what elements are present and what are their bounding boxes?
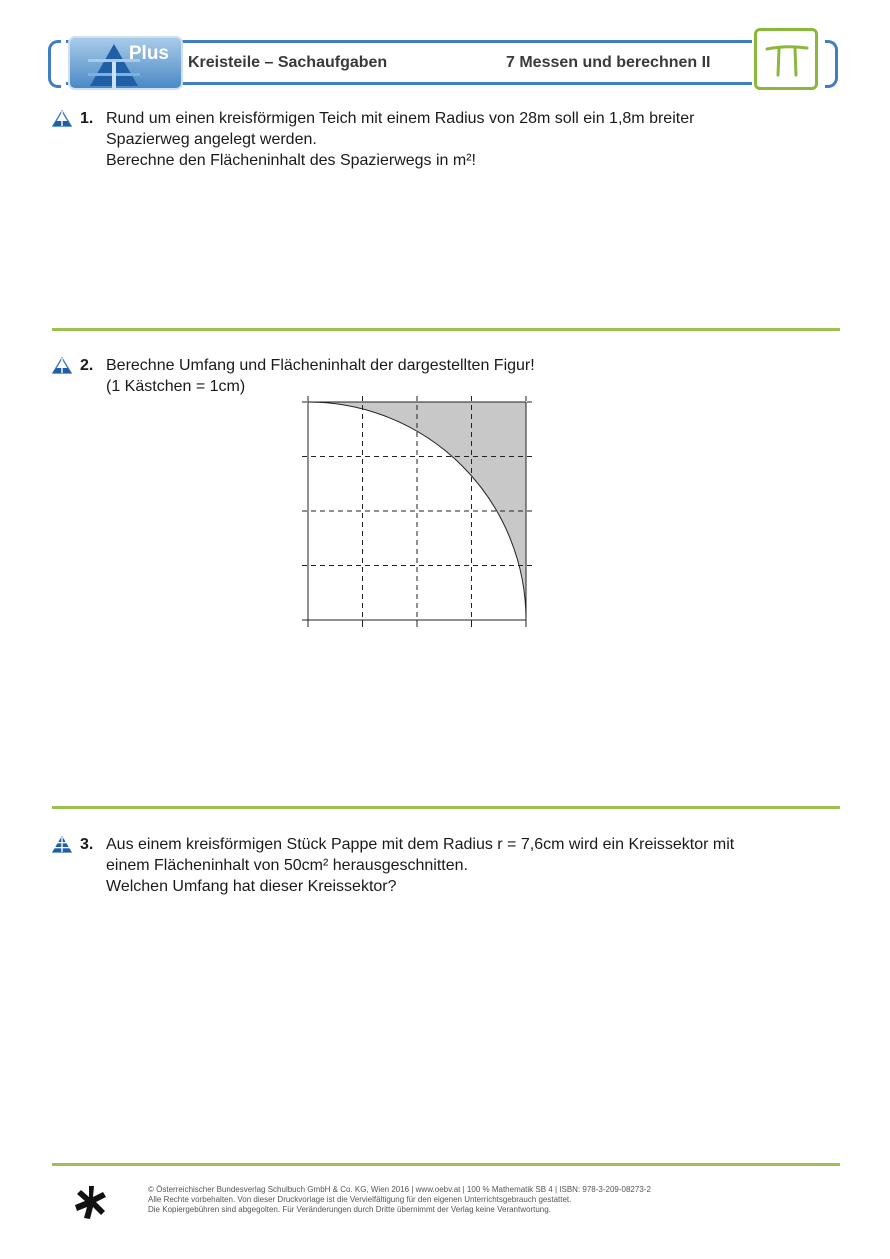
- chapter-title: 7 Messen und berechnen II: [506, 54, 711, 71]
- pi-symbol-box: [754, 28, 818, 90]
- task-line: Rund um einen kreisförmigen Teich mit einem Radius von 28m soll ein 1,8m breiter: [106, 110, 695, 127]
- task-text: [106, 108, 826, 171]
- footer-line: © Österreichischer Bundesverlag Schulbuch GmbH & Co. KG, Wien 2016 | www.oebv.at | 100 % Mathematik SB 4 | ISBN: 978-3-209-08273-2: [148, 1185, 651, 1194]
- task-number: 2.: [80, 357, 94, 374]
- difficulty-level-icon: [52, 110, 72, 127]
- task-line: Berechne Umfang und Flächeninhalt der dargestellten Figur!: [106, 357, 535, 374]
- header-bracket-right: [825, 40, 838, 88]
- footer-line: Alle Rechte vorbehalten. Von dieser Druckvorlage ist die Vervielfältigung für den eigenen Unterrichtsgebrauch gestattet.: [148, 1195, 572, 1204]
- header-bracket-left: [48, 40, 61, 88]
- worksheet-title: Kreisteile – Sachaufgaben: [188, 54, 388, 71]
- footer-legal-text: [148, 1185, 651, 1215]
- task-line: Aus einem kreisförmigen Stück Pappe mit dem Radius r = 7,6cm wird ein Kreissektor mit: [106, 836, 735, 853]
- section-divider: [52, 806, 840, 809]
- task-number: 1.: [80, 110, 94, 127]
- footer-line: Die Kopiergebühren sind abgegolten. Für Veränderungen durch Dritte übernimmt der Verlag keine Verantwortung.: [148, 1205, 551, 1214]
- task-line: Berechne den Flächeninhalt des Spazierwegs in m²!: [106, 152, 476, 169]
- logo-plus-text: Plus: [128, 43, 169, 64]
- task-line: (1 Kästchen = 1cm): [106, 378, 246, 395]
- axis-ticks: [308, 620, 526, 627]
- section-divider: [52, 328, 840, 331]
- page-header: [48, 34, 838, 94]
- footer-divider: [52, 1163, 840, 1166]
- difficulty-level-icon: [52, 836, 72, 853]
- difficulty-level-icon: [52, 357, 72, 374]
- plus-logo: [68, 36, 183, 90]
- task-text: [106, 834, 826, 897]
- task-line: Spazierweg angelegt werden.: [106, 131, 317, 148]
- task-number: 3.: [80, 836, 94, 853]
- publisher-logo-icon: [72, 1184, 110, 1222]
- pi-icon: [763, 37, 811, 83]
- quarter-circle-figure: [300, 396, 536, 628]
- task-line: einem Flächeninhalt von 50cm² herausgeschnitten.: [106, 857, 468, 874]
- task-text: [106, 355, 826, 397]
- task-line: Welchen Umfang hat dieser Kreissektor?: [106, 878, 397, 895]
